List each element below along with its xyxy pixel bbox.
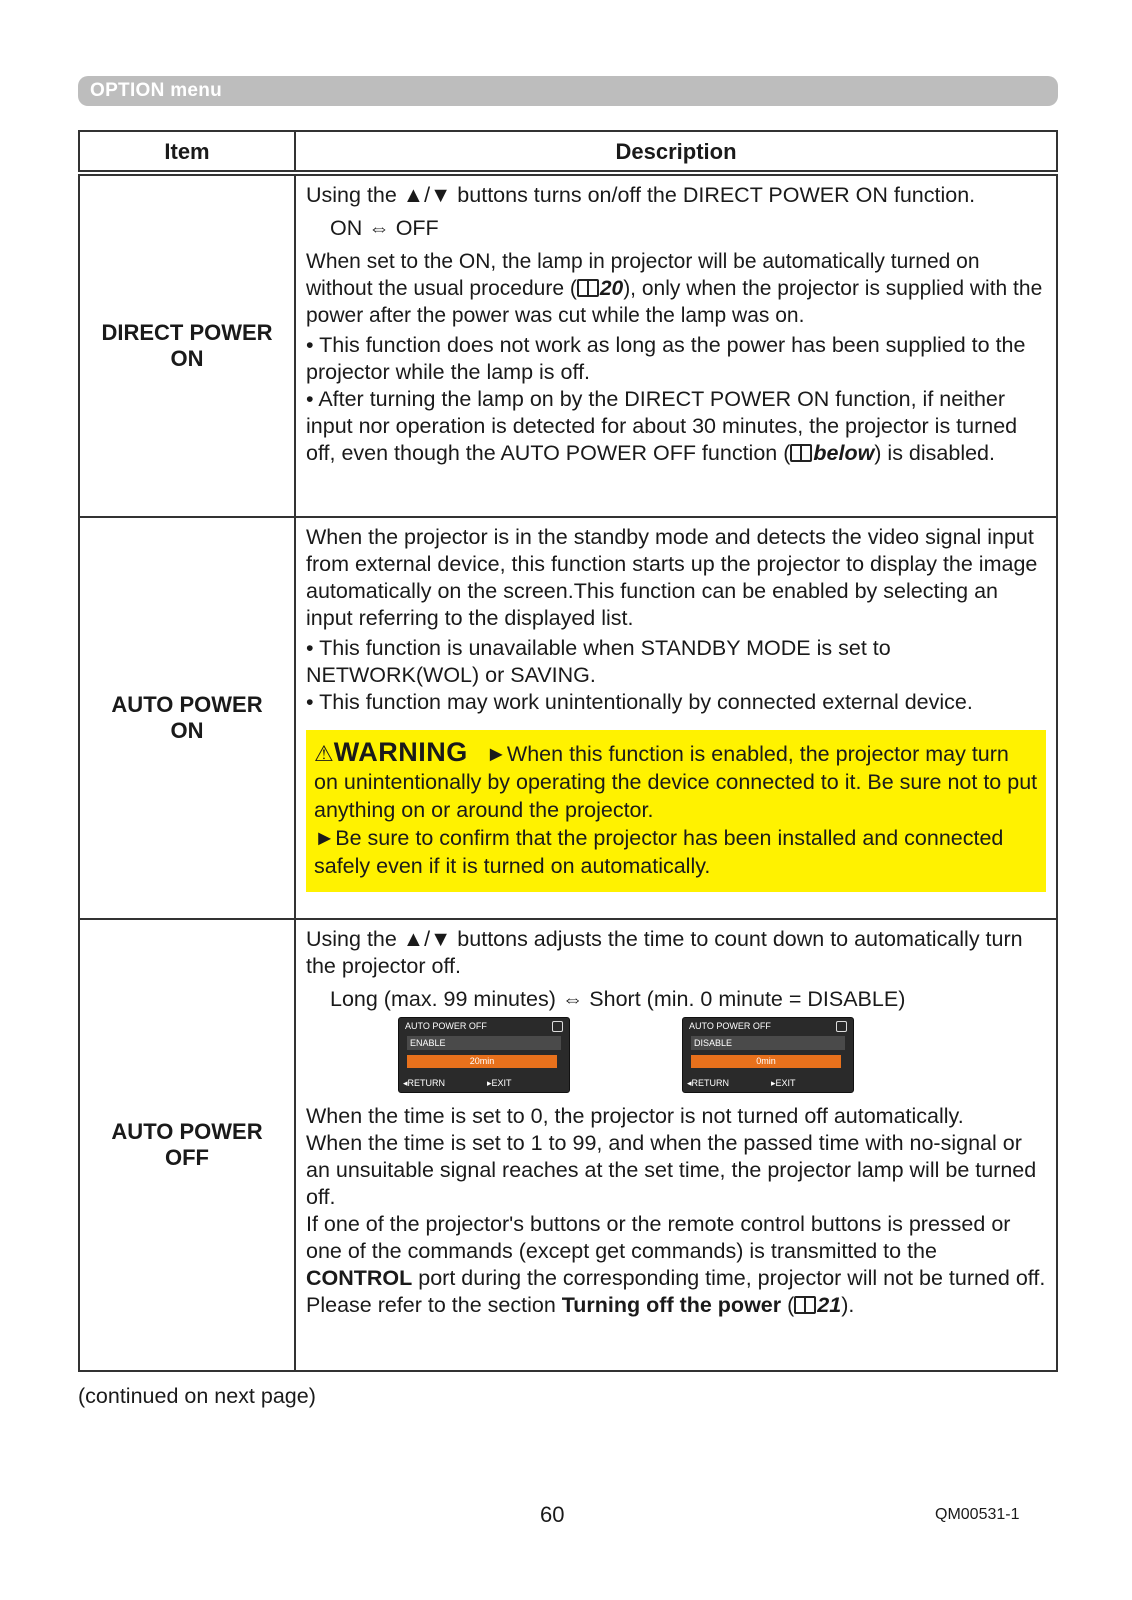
desc-text: • This function may work unintentionally by connected external device.	[306, 690, 973, 714]
item-label-line2: OFF	[165, 1145, 209, 1170]
osd-enable-screen	[398, 1017, 570, 1093]
desc-text: Using the ▲/▼ buttons turns on/off the DIRECT POWER ON function.	[306, 183, 976, 207]
exit-label: ▸EXIT	[771, 1078, 796, 1088]
close-icon	[552, 1021, 563, 1032]
desc-text: Using the ▲/▼ buttons adjusts the time to count down to automatically turn the projector off.	[306, 927, 1023, 978]
osd-title: AUTO POWER OFF	[405, 1021, 487, 1031]
desc-text: When set to the ON, the lamp in projector will be automatically turned on without the usual procedure ( 20), only when the projector is supplied with the power after the power was cut while the lamp was on.	[306, 250, 1043, 327]
desc-text: • This function does not work as long as the power has been supplied to the projector while the lamp is off.	[306, 333, 1026, 384]
return-label: ◂RETURN	[687, 1078, 730, 1088]
exit-label: ▸EXIT	[487, 1078, 512, 1088]
desc-text: If one of the projector's buttons or the remote control buttons is pressed or one of the commands (except get commands) is transmitted to the CONTROL port during the corresponding time, projector will not be turned off.	[306, 1212, 1046, 1290]
item-label-line2: ON	[170, 346, 204, 371]
book-icon	[794, 1296, 816, 1314]
warning-icon: ⚠	[314, 741, 334, 766]
desc-text: When the projector is in the standby mode and detects the video signal input from external device, this function starts up the projector to display the image automatically on the screen.This function can be enabled by selecting an input referring to the displayed list.	[306, 525, 1038, 630]
warning-box	[306, 730, 1046, 892]
table-row-auto-power-on	[79, 517, 1057, 919]
osd-value: 0min	[691, 1055, 841, 1068]
osd-title: AUTO POWER OFF	[689, 1021, 771, 1031]
option-menu-table	[78, 130, 1058, 1372]
osd-state: DISABLE	[691, 1036, 845, 1050]
page-reference[interactable]: 20	[577, 275, 623, 302]
header-item: Item	[79, 131, 295, 173]
continued-note: (continued on next page)	[78, 1384, 316, 1408]
osd-disable-screen	[682, 1017, 854, 1093]
warning-text: ►When this function is enabled, the projector may turn on unintentionally by operating the device connected to it. Be sure not to put anything on or around the projector.	[314, 742, 1038, 822]
desc-text: When the time is set to 0, the projector is not turned off automatically.	[306, 1104, 964, 1128]
desc-auto-power-off	[295, 919, 1057, 1371]
page-reference[interactable]: 21	[794, 1292, 841, 1319]
osd-state: ENABLE	[407, 1036, 561, 1050]
item-auto-power-off	[79, 919, 295, 1371]
book-icon	[577, 279, 599, 297]
desc-text: Please refer to the section Turning off the power ( 21).	[306, 1293, 855, 1317]
osd-value: 20min	[407, 1055, 557, 1068]
osd-examples	[306, 1017, 1046, 1093]
desc-text: When the time is set to 1 to 99, and when the passed time with no-signal or an unsuitable signal reaches at the set time, the projector lamp will be turned off.	[306, 1131, 1037, 1209]
item-label-line1: AUTO POWER	[111, 1119, 263, 1144]
options-text: ON ⇔ OFF	[330, 216, 439, 240]
return-label: ◂RETURN	[403, 1078, 446, 1088]
table-header-row	[79, 131, 1057, 173]
desc-auto-power-on	[295, 517, 1057, 919]
desc-text: • After turning the lamp on by the DIRECT POWER ON function, if neither input nor operation is detected for about 30 minutes, the projector is turned off, even though the AUTO POWER OFF function ( below) is disabled.	[306, 387, 1018, 465]
header-description: Description	[295, 131, 1057, 173]
table-row-auto-power-off	[79, 919, 1057, 1371]
book-icon	[790, 444, 812, 462]
warning-text: ►Be sure to confirm that the projector has been installed and connected safely even if it is turned on automatically.	[314, 826, 1004, 878]
page-number: 60	[540, 1502, 565, 1527]
item-label-line1: DIRECT POWER	[101, 320, 273, 345]
document-code: QM00531-1	[935, 1506, 1020, 1523]
item-label-line2: ON	[170, 718, 204, 743]
item-auto-power-on	[79, 517, 295, 919]
warning-label: WARNING	[333, 737, 468, 767]
page-reference[interactable]: below	[790, 440, 874, 467]
options-text: Long (max. 99 minutes) ⇔ Short (min. 0 minute = DISABLE)	[330, 987, 906, 1011]
close-icon	[836, 1021, 847, 1032]
item-direct-power-on	[79, 173, 295, 517]
desc-text: • This function is unavailable when STANDBY MODE is set to NETWORK(WOL) or SAVING.	[306, 636, 891, 687]
item-label-line1: AUTO POWER	[111, 692, 263, 717]
section-title-bar: OPTION menu	[78, 76, 1058, 106]
desc-direct-power-on	[295, 173, 1057, 517]
table-row-direct-power-on	[79, 173, 1057, 517]
